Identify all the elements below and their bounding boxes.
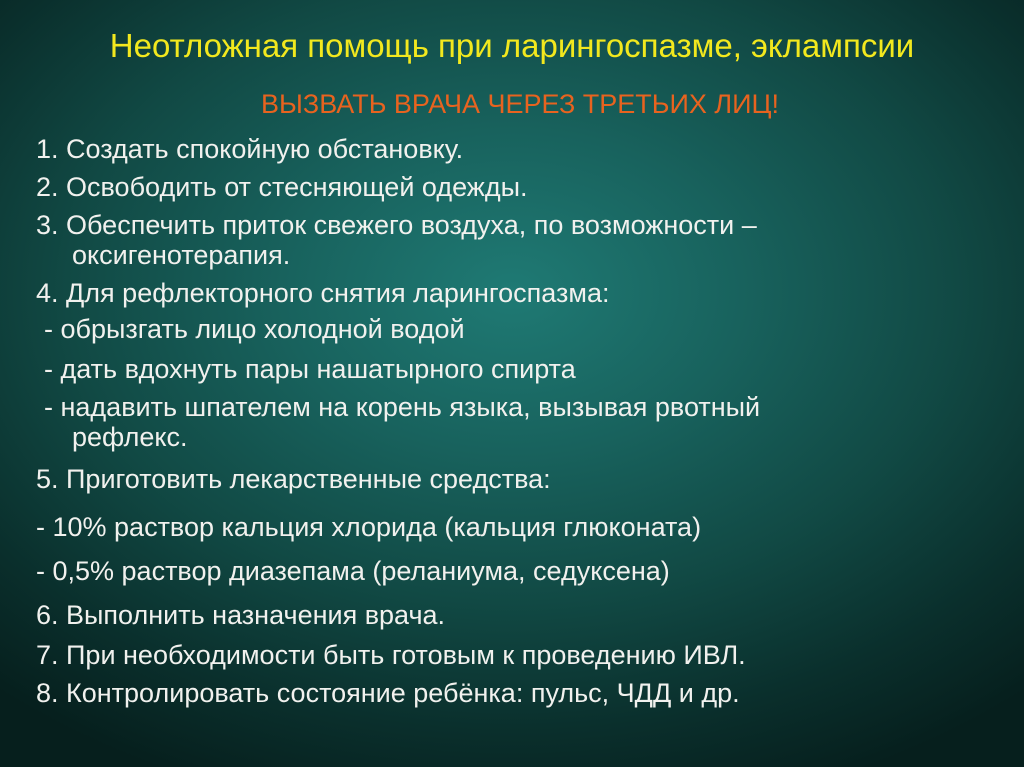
list-item-4: 4. Для рефлекторного снятия ларингоспазма: [36, 278, 610, 308]
sub-item-4b: - дать вдохнуть пары нашатырного спирта [44, 354, 576, 384]
list-item-1: 1. Создать спокойную обстановку. [36, 134, 464, 164]
slide-title: Неотложная помощь при ларингоспазме, эклампсии [109, 27, 915, 64]
sub-item-5b: - 0,5% раствор диазепама (реланиума, седуксена) [36, 556, 670, 586]
list-item-8: 8. Контролировать состояние ребёнка: пульс, ЧДД и др. [36, 678, 740, 708]
list-item-2: 2. Освободить от стесняющей одежды. [36, 172, 528, 202]
sub-item-4c-continuation: рефлекс. [72, 422, 188, 452]
list-item-3-continuation: оксигенотерапия. [72, 240, 291, 270]
sub-item-4c: - надавить шпателем на корень языка, вызывая рвотный [44, 392, 761, 422]
list-item-3: 3. Обеспечить приток свежего воздуха, по возможности – [36, 210, 757, 240]
list-item-5: 5. Приготовить лекарственные средства: [36, 464, 551, 494]
list-item-6: 6. Выполнить назначения врача. [36, 600, 446, 630]
list-item-7: 7. При необходимости быть готовым к проведению ИВЛ. [36, 640, 746, 670]
sub-item-5a: - 10% раствор кальция хлорида (кальция глюконата) [36, 512, 702, 542]
sub-item-4a: - обрызгать лицо холодной водой [44, 314, 465, 344]
slide-subtitle: ВЫЗВАТЬ ВРАЧА ЧЕРЕЗ ТРЕТЬИХ ЛИЦ! [260, 89, 780, 119]
